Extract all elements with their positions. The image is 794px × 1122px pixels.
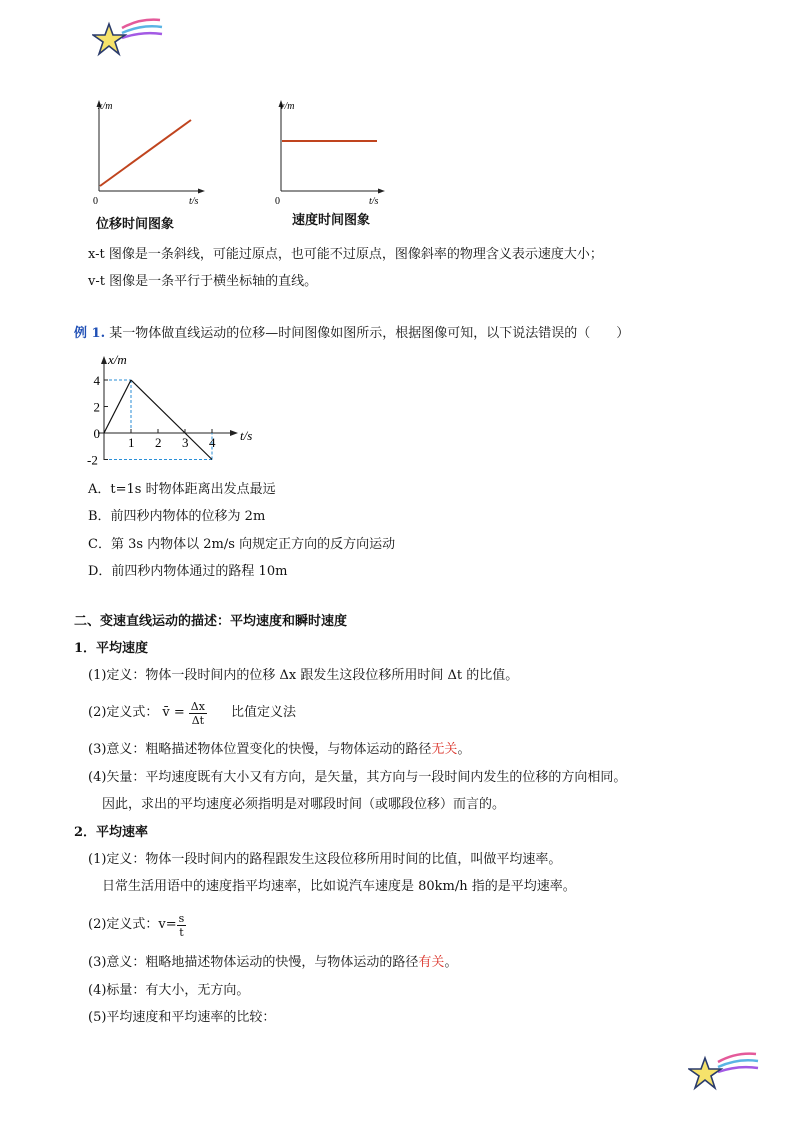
s1-meaning-end: 。 xyxy=(457,742,471,757)
y-tick-label-4: 4 xyxy=(93,373,100,388)
example-question xyxy=(74,325,629,343)
vt-caption: 速度时间图象 xyxy=(292,213,371,228)
shooting-star-decoration-bottom xyxy=(688,1050,760,1096)
xt-caption: 位移时间图象 xyxy=(96,217,175,232)
s1-fraction-denominator: Δt xyxy=(191,713,205,727)
option-c: C．第 3s 内物体以 2m/s 向规定正方向的反方向运动 xyxy=(88,537,396,552)
s1-meaning-highlight: 无关 xyxy=(431,742,458,757)
s2-meaning-end: 。 xyxy=(444,955,458,970)
example-label: 例 1. xyxy=(74,326,106,341)
s1-definition: (1)定义：物体一段时间内的位移 Δx 跟发生这段位移所用时间 Δt 的比值。 xyxy=(88,668,519,683)
ex-xlabel: t/s xyxy=(240,428,253,443)
s1-meaning xyxy=(88,741,470,759)
s1-meaning-text: (3)意义：粗略描述物体位置变化的快慢，与物体运动的路径 xyxy=(88,742,432,757)
series-segment-0 xyxy=(104,380,131,433)
x-tick-label-2: 2 xyxy=(155,435,162,450)
s1-formula xyxy=(88,696,296,730)
s2-definition: (1)定义：物体一段时间内的路程跟发生这段位移所用时间的比值，叫做平均速率。 xyxy=(88,852,562,867)
option-d: D．前四秒内物体通过的路程 10m xyxy=(88,564,288,579)
vt-xlabel: t/s xyxy=(369,196,379,207)
y-tick-label--2: -2 xyxy=(87,452,98,468)
s1-vector: (4)矢量：平均速度既有大小又有方向，是矢量，其方向与一段时间内发生的位移的方向相同。 xyxy=(88,770,627,785)
s2-fraction-numerator: s xyxy=(178,911,185,925)
s2-fraction xyxy=(177,912,187,939)
xt-origin: 0 xyxy=(93,196,98,207)
xt-ylabel: x/m xyxy=(98,101,113,112)
example-xt-chart xyxy=(84,350,264,470)
s2-formula-lhs: v= xyxy=(158,917,177,932)
s2-daily: 日常生活用语中的速度指平均速率，比如说汽车速度是 80km/h 指的是平均速率。 xyxy=(102,879,576,894)
s2-scalar: (4)标量：有大小，无方向。 xyxy=(88,983,250,998)
xt-graph xyxy=(90,95,210,213)
x-tick-label-4: 4 xyxy=(209,435,216,450)
s2-meaning xyxy=(88,954,457,972)
s2-compare: (5)平均速度和平均速率的比较： xyxy=(88,1010,276,1025)
x-tick-label-1: 1 xyxy=(128,435,135,450)
s2-fraction-denominator: t xyxy=(179,925,184,939)
s1-formula-lhs: v̄ = xyxy=(162,705,185,720)
y-tick-label-2: 2 xyxy=(93,399,100,415)
series-segment-1 xyxy=(131,380,212,460)
s2-title: 2．平均速率 xyxy=(74,825,149,840)
example-question-text: 某一物体做直线运动的位移—时间图像如图所示，根据图像可知，以下说法错误的（ ） xyxy=(109,326,630,341)
s2-formula-prefix: (2)定义式： xyxy=(88,917,159,932)
ex-ylabel: x/m xyxy=(108,352,127,367)
s1-fraction xyxy=(189,700,207,727)
section2-title: 二、变速直线运动的描述：平均速度和瞬时速度 xyxy=(74,614,348,629)
s1-fraction-numerator: Δx xyxy=(190,699,205,713)
vt-graph xyxy=(272,95,392,213)
vt-origin: 0 xyxy=(275,196,280,207)
intro-line-1: x-t 图像是一条斜线，可能过原点，也可能不过原点，图像斜率的物理含义表示速度大小； xyxy=(88,247,603,262)
s2-meaning-highlight: 有关 xyxy=(418,955,445,970)
vt-ylabel: v/m xyxy=(280,101,295,112)
option-a: A．t=1s 时物体距离出发点最远 xyxy=(88,482,276,497)
s1-formula-prefix: (2)定义式： xyxy=(88,705,159,720)
x-tick-label-3: 3 xyxy=(182,435,189,450)
s2-meaning-text: (3)意义：粗略地描述物体运动的快慢，与物体运动的路径 xyxy=(88,955,419,970)
s1-formula-note: 比值定义法 xyxy=(230,705,296,720)
y-tick-label-0: 0 xyxy=(93,426,100,441)
s2-formula xyxy=(88,906,186,944)
s1-therefore: 因此，求出的平均速度必须指明是对哪段时间（或哪段位移）而言的。 xyxy=(102,797,506,812)
s1-title: 1．平均速度 xyxy=(74,641,149,656)
intro-line-2: v-t 图像是一条平行于横坐标轴的直线。 xyxy=(88,274,318,289)
option-b: B．前四秒内物体的位移为 2m xyxy=(88,509,266,524)
xt-xlabel: t/s xyxy=(189,196,199,207)
shooting-star-decoration-top xyxy=(92,16,164,62)
